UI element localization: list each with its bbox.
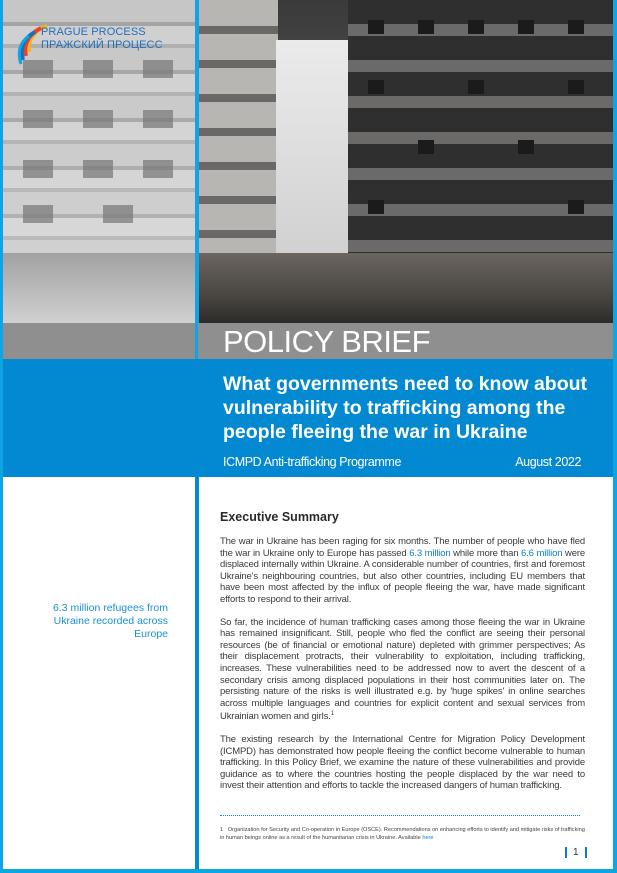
paragraph-text: The war in Ukraine has been raging for six months. The number of people who have fled the war in Ukraine only to Europe has passed bbox=[220, 536, 585, 559]
cover-photo-right bbox=[198, 0, 613, 323]
logo-text bbox=[41, 26, 163, 52]
paragraph-1 bbox=[220, 536, 585, 606]
publication-date: August 2022 bbox=[515, 455, 581, 469]
page-number-bar-left bbox=[565, 847, 567, 858]
footnote bbox=[220, 826, 585, 842]
paragraph-text: while more than bbox=[450, 547, 522, 559]
paragraph-3: The existing research by the International Centre for Migration Policy Development (ICMPD) has demonstrated how people fleeing the conflict become vulnerable to human trafficking. In this Policy Brief, we examine the nature of these vulnerabilities and provide guidance as to where the countries hosting the people displaced by the war need to invest their attention and efforts to tackle the increased dangers of human trafficking. bbox=[220, 734, 585, 792]
logo-line-cyrillic: ПРАЖСКИЙ ПРОЦЕСС bbox=[41, 39, 163, 51]
paragraph-text: So far, the incidence of human trafficking cases among those fleeing the war in Ukraine has remained insignificant. Still, people who fled the conflict are seeing their personal resources (be of financial or emotional nature) depleted with grimmer perspectives; As their displacement protracts, their vulnerability to exploitation, including trafficking, increases. These vulnerabilities need to be addressed now to avert the descent of a secondary crisis among displaced populations in their host communities later on. The persisting nature of the risks is well illustrated e.g. by 'huge spikes' in online searches across multiple languages and countries for explicit content and sexual services from Ukrainian women and girls. bbox=[220, 616, 585, 723]
column-divider-lower bbox=[195, 477, 199, 869]
page-number-value: 1 bbox=[573, 847, 579, 859]
programme-name: ICMPD Anti-trafficking Programme bbox=[223, 455, 401, 469]
sidebar-pull-quote: 6.3 million refugees from Ukraine recorded across Europe bbox=[53, 602, 168, 640]
highlight-refugees: 6.3 million bbox=[409, 547, 451, 559]
paragraph-text: were displaced internally within Ukraine. A considerable number of countries, first and foremost Ukraine's neighbouring countries, but also other countries, including EU members that have been most affected by the influx of people fleeing the war, have made significant efforts to respond to their arrival. bbox=[220, 547, 586, 605]
footnote-reference[interactable]: 1 bbox=[330, 711, 334, 718]
paragraph-2 bbox=[220, 617, 585, 724]
page-number bbox=[559, 847, 593, 858]
highlight-idps: 6.6 million bbox=[521, 547, 563, 559]
footnote-number: 1 bbox=[220, 827, 224, 833]
main-content bbox=[220, 510, 585, 803]
footnote-link[interactable]: here bbox=[422, 835, 434, 841]
footnote-separator bbox=[220, 815, 580, 816]
policy-brief-page bbox=[3, 0, 613, 869]
section-heading: Executive Summary bbox=[220, 510, 339, 524]
document-title: What governments need to know about vulnerability to trafficking among the people fleeing the war in Ukraine bbox=[223, 373, 588, 443]
footnote-text: Organization for Security and Co-operation in Europe (OSCE). Recommendations on enhancing efforts to identify and mitigate risks of trafficking in human beings online as a result of the humanitarian crisis in Ukraine. Available bbox=[220, 827, 585, 841]
page-number-bar-right bbox=[585, 847, 587, 858]
document-type-label: POLICY BRIEF bbox=[223, 324, 431, 359]
logo-line-latin: PRAGUE PROCESS bbox=[41, 26, 146, 38]
